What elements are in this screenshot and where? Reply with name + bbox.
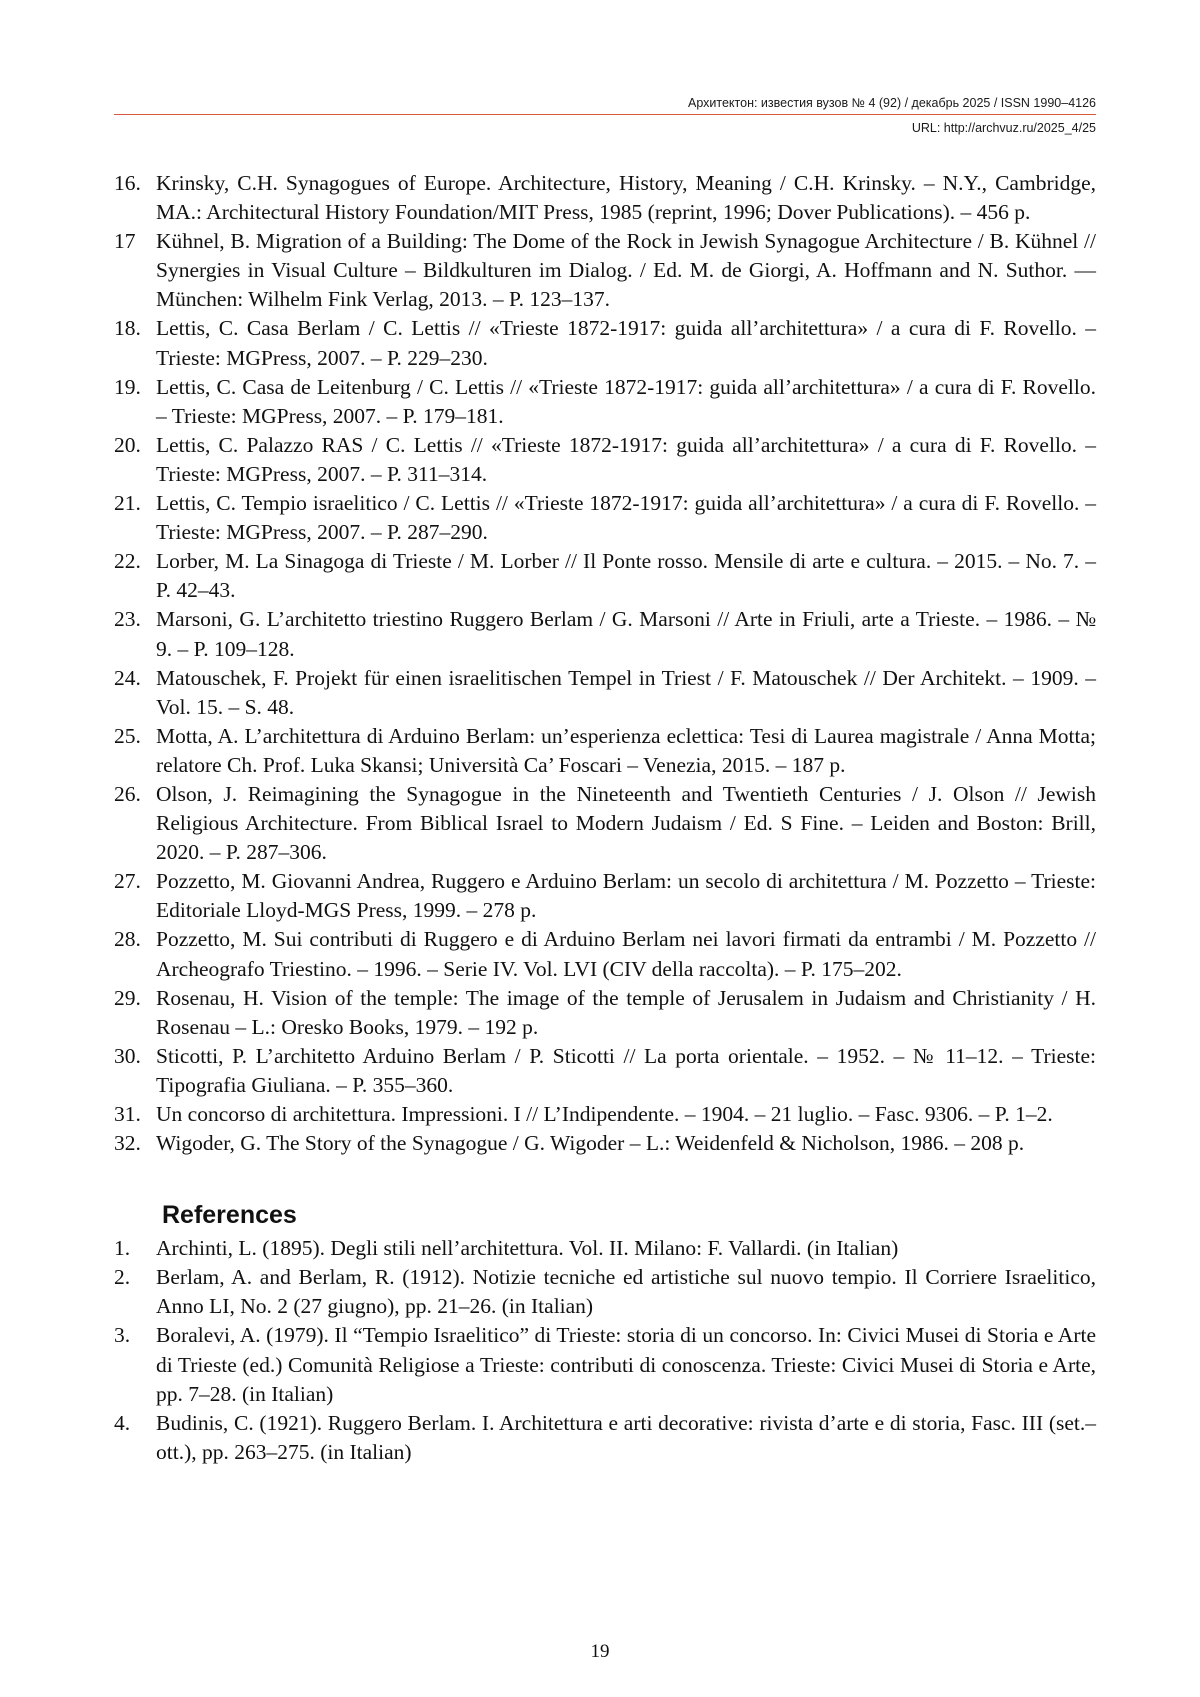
item-number: 24. [114, 665, 141, 690]
reference-item [114, 1409, 1096, 1467]
item-text: Lettis, C. Casa de Leitenburg / C. Lettis // «Trieste 1872-1917: guida all’architettura» / a cura di F. Rovello. – Trieste: MGPress, 2007. – P. 179–181. [156, 374, 1096, 428]
reference-item [114, 1234, 1096, 1263]
item-number: 30. [114, 1043, 141, 1068]
item-number: 25. [114, 723, 141, 748]
bibliography-list [114, 169, 1096, 1158]
item-text: Lettis, C. Casa Berlam / C. Lettis // «Trieste 1872-1917: guida all’architettura» / a cura di F. Rovello. – Trieste: MGPress, 2007. – P. 229–230. [156, 316, 1096, 370]
item-number: 19. [114, 374, 141, 399]
bibliography-item [114, 1129, 1096, 1158]
reference-item [114, 1321, 1096, 1408]
bibliography-item [114, 664, 1096, 722]
item-number: 18. [114, 316, 141, 341]
bibliography-item [114, 489, 1096, 547]
item-number: 2. [114, 1265, 131, 1290]
item-text: Marsoni, G. L’architetto triestino Ruggero Berlam / G. Marsoni // Arte in Friuli, arte a Trieste. – 1986. – № 9. – P. 109–128. [156, 607, 1096, 661]
item-text: Sticotti, P. L’architetto Arduino Berlam / P. Sticotti // La porta orientale. – 1952. – № 11–12. – Trieste: Tipografia Giuliana. – P. 355–360. [156, 1043, 1096, 1097]
item-number: 26. [114, 781, 141, 806]
item-text: Berlam, A. and Berlam, R. (1912). Notizie tecniche ed artistiche sul nuovo tempio. Il Corriere Israelitico, Anno LI, No. 2 (27 giugno), pp. 21–26. (in Italian) [156, 1265, 1096, 1319]
item-text: Un concorso di architettura. Impressioni. I // L’Indipendente. – 1904. – 21 luglio. – Fasc. 9306. – P. 1–2. [156, 1102, 1053, 1126]
bibliography-item [114, 431, 1096, 489]
bibliography-item [114, 925, 1096, 983]
bibliography-item [114, 867, 1096, 925]
bibliography-item [114, 314, 1096, 372]
article-url: URL: http://archvuz.ru/2025_4/25 [911, 121, 1096, 135]
item-text: Kühnel, B. Migration of a Building: The Dome of the Rock in Jewish Synagogue Architecture / B. Kühnel // Synergies in Visual Culture – Bildkulturen im Dialog. / Ed. M. de Giorgi, A. Hoffmann and N. Suthor. — München: Wilhelm Fink Verlag, 2013. – P. 123–137. [156, 229, 1096, 312]
bibliography-item [114, 984, 1096, 1042]
item-text: Lorber, M. La Sinagoga di Trieste / M. Lorber // Il Ponte rosso. Mensile di arte e cultura. – 2015. – No. 7. – P. 42–43. [156, 549, 1096, 603]
item-number: 32. [114, 1131, 141, 1156]
item-text: Olson, J. Reimagining the Synagogue in the Nineteenth and Twentieth Centuries / J. Olson // Jewish Religious Architecture. From Biblical Israel to Modern Judaism / Ed. S Fine. – Leiden and Boston: Brill, 2020. – P. 287–306. [156, 781, 1096, 865]
item-text: Matouschek, F. Projekt für einen israelitischen Tempel in Triest / F. Matouschek // Der Architekt. – 1909. – Vol. 15. – S. 48. [156, 665, 1096, 719]
item-number: 27. [114, 869, 141, 894]
bibliography-item [114, 780, 1096, 867]
item-number: 20. [114, 432, 141, 457]
item-text: Boralevi, A. (1979). Il “Tempio Israelitico” di Trieste: storia di un concorso. In: Civici Musei di Storia e Arte di Trieste (ed.) Comunità Religiose a Trieste: contributi di conoscenza. Trieste: Civici Musei di Storia e Arte, pp. 7–28. (in Italian) [156, 1323, 1096, 1406]
item-number: 21. [114, 491, 141, 516]
bibliography-item [114, 605, 1096, 663]
item-number: 1. [114, 1236, 131, 1261]
item-text: Rosenau, H. Vision of the temple: The image of the temple of Jerusalem in Judaism and Christianity / H. Rosenau – L.: Oresko Books, 1979. – 192 p. [156, 985, 1096, 1039]
references-list [114, 1234, 1096, 1467]
bibliography-item [114, 373, 1096, 431]
bibliography-item [114, 1042, 1096, 1100]
bibliography-item [114, 722, 1096, 780]
item-text: Lettis, C. Palazzo RAS / C. Lettis // «Trieste 1872-1917: guida all’architettura» / a cura di F. Rovello. – Trieste: MGPress, 2007. – P. 311–314. [156, 432, 1096, 486]
item-text: Pozzetto, M. Sui contributi di Ruggero e di Arduino Berlam nei lavori firmati da entrambi / M. Pozzetto // Archeografo Triestino. – 1996. – Serie IV. Vol. LVI (CIV della raccolta). – P. 175–202. [156, 927, 1096, 981]
reference-item [114, 1263, 1096, 1321]
item-text: Archinti, L. (1895). Degli stili nell’architettura. Vol. II. Milano: F. Vallardi. (in Italian) [156, 1236, 899, 1261]
item-text: Lettis, C. Tempio israelitico / C. Lettis // «Trieste 1872-1917: guida all’architettura» / a cura di F. Rovello. – Trieste: MGPress, 2007. – P. 287–290. [156, 491, 1096, 545]
item-number: 16. [114, 171, 141, 195]
bibliography-item [114, 547, 1096, 605]
bibliography-item [114, 227, 1096, 314]
page-number: 19 [590, 1641, 610, 1662]
item-text: Pozzetto, M. Giovanni Andrea, Ruggero e Arduino Berlam: un secolo di architettura / M. Pozzetto – Trieste: Editoriale Lloyd-MGS Press, 1999. – 278 p. [156, 869, 1096, 923]
item-number: 3. [114, 1323, 131, 1348]
item-text: Motta, A. L’architettura di Arduino Berlam: un’esperienza eclettica: Tesi di Laurea magistrale / Anna Motta; relatore Ch. Prof. Luka Skansi; Università Ca’ Foscari – Venezia, 2015. – 187 p. [156, 723, 1096, 777]
item-number: 31. [114, 1102, 141, 1126]
header-rule [114, 114, 1096, 115]
item-number: 22. [114, 549, 141, 574]
journal-info: Архитектон: известия вузов № 4 (92) / декабрь 2025 / ISSN 1990–4126 [688, 96, 1096, 110]
item-number: 23. [114, 607, 141, 632]
item-text: Budinis, C. (1921). Ruggero Berlam. I. Architettura e arti decorative: rivista d’arte e di storia, Fasc. III (set.–ott.), pp. 263–275. (in Italian) [156, 1410, 1096, 1464]
item-text: Krinsky, C.H. Synagogues of Europe. Architecture, History, Meaning / C.H. Krinsky. – N.Y., Cambridge, MA.: Architectural History Foundation/MIT Press, 1985 (reprint, 1996; Dover Publications). – 456 p. [156, 171, 1096, 225]
references-heading: References [162, 1201, 297, 1230]
item-number: 28. [114, 927, 141, 952]
item-number: 17 [114, 229, 136, 254]
page-content [114, 169, 1096, 1467]
bibliography-item [114, 1100, 1096, 1129]
bibliography-item [114, 169, 1096, 227]
item-text: Wigoder, G. The Story of the Synagogue / G. Wigoder – L.: Weidenfeld & Nicholson, 1986. – 208 p. [156, 1131, 1025, 1156]
item-number: 29. [114, 985, 141, 1010]
item-number: 4. [114, 1410, 131, 1435]
